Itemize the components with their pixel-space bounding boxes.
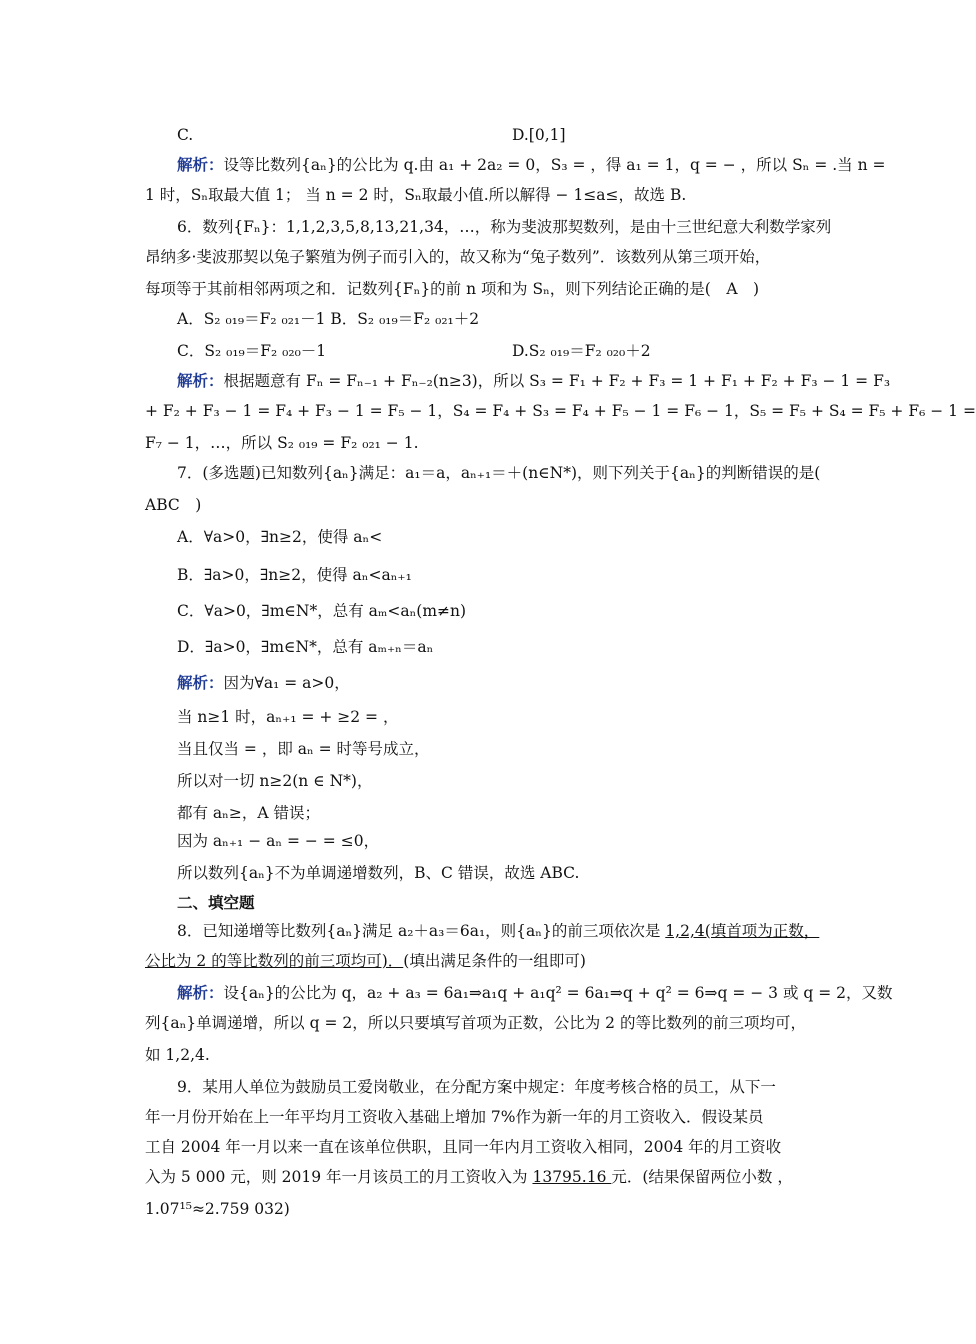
text-line-l19 (177, 706, 807, 728)
text-line-l13 (145, 494, 807, 516)
text-line-l05 (145, 246, 807, 268)
text-line-l10 (145, 400, 976, 422)
text-line-l16 (177, 600, 807, 622)
line-text: 1.07¹⁵≈2.759 032) (145, 1200, 290, 1218)
option-right: D.S₂ ₀₁₉＝F₂ ₀₂₀＋2 (512, 342, 651, 360)
analysis-label: 解析： (177, 983, 224, 1002)
analysis-label: 解析： (177, 673, 224, 692)
text-line-l14 (177, 526, 807, 548)
text-line-l06 (145, 278, 807, 300)
line-text: 工自 2004 年一月以来一直在该单位供职，且同一年内月工资收入相同，2004 年的月工资收 (145, 1138, 782, 1156)
line-text: 每项等于其前相邻两项之和．记数列{Fₙ}的前 n 项和为 Sₙ，则下列结论正确的是( A ) (145, 280, 760, 298)
line-text: 所以数列{aₙ}不为单调递增数列，B、C 错误，故选 ABC. (177, 864, 580, 882)
text-line-l08 (177, 340, 807, 362)
text-line-l27 (145, 950, 807, 972)
line-tail: 元．(结果保留两位小数 ， (611, 1168, 793, 1186)
answer-text: 1,2,4(填首项为正数， (665, 922, 820, 940)
analysis-label: 解析： (177, 155, 224, 174)
text-line-l04 (177, 216, 832, 238)
text-line-l18 (177, 672, 807, 694)
option-left: C．S₂ ₀₁₉＝F₂ ₀₂₀－1 (177, 342, 327, 360)
text-line-l29 (145, 1012, 807, 1034)
text-line-l21 (177, 770, 807, 792)
line-text: ABC ) (145, 496, 202, 514)
text-line-l26 (177, 920, 820, 942)
line-text: 设{aₙ}的公比为 q，a₂ + a₃ = 6a₁⇒a₁q + a₁q² = 6a₁⇒q + q² = 6⇒q = − 3 或 q = 2，又数 (223, 984, 893, 1002)
text-line-l03 (145, 184, 807, 206)
line-text: C．∀a>0，∃m∈N*，总有 aₘ<aₙ(m≠n) (177, 602, 467, 620)
line-text: 二、填空题 (177, 893, 255, 912)
line-text: 6．数列{Fₙ}：1,1,2,3,5,8,13,21,34，…，称为斐波那契数列，是由十三世纪意大利数学家列 (177, 218, 832, 236)
answer-text: 13795.16 (532, 1168, 612, 1186)
text-line-l02 (177, 154, 886, 176)
line-text: F₇ − 1，…，所以 S₂ ₀₁₉ = F₂ ₀₂₁ − 1. (145, 434, 419, 452)
text-line-l11 (145, 432, 807, 454)
answer-text: 公比为 2 的等比数列的前三项均可)． (145, 952, 404, 970)
line-text: 根据题意有 Fₙ = Fₙ₋₁ + Fₙ₋₂(n≥3)，所以 S₃ = F₁ + F₂ + F₃ = 1 + F₁ + F₂ + F₃ − 1 = F₃ (223, 372, 891, 390)
text-line-l12 (177, 462, 821, 484)
line-text: 所以对一切 n≥2(n ∈ N*)， (177, 772, 373, 790)
line-text: 当且仅当 = ，即 aₙ = 时等号成立， (177, 740, 430, 758)
text-line-l35 (145, 1198, 807, 1220)
line-text: A．S₂ ₀₁₉＝F₂ ₀₂₁－1 B．S₂ ₀₁₉＝F₂ ₀₂₁＋2 (177, 310, 480, 328)
analysis-label: 解析： (177, 371, 224, 390)
option-right: D.[0,1] (512, 126, 566, 144)
line-text: B．∃a>0，∃n≥2，使得 aₙ<aₙ₊₁ (177, 566, 412, 584)
line-text: 都有 aₙ≥，A 错误； (177, 804, 320, 822)
text-line-l15 (177, 564, 807, 586)
text-line-l32 (145, 1106, 807, 1128)
text-line-l33 (145, 1136, 807, 1158)
line-text: 因为 aₙ₊₁ − aₙ = − = ≤0， (177, 832, 380, 850)
line-text: + F₂ + F₃ − 1 = F₄ + F₃ − 1 = F₅ − 1，S₄ = F₄ + S₃ = F₄ + F₅ − 1 = F₆ − 1，S₅ = F₅ + S₄ = F₅ + F₆ − 1 = (145, 402, 976, 420)
line-text: 7．(多选题)已知数列{aₙ}满足：a₁＝a，aₙ₊₁＝＋(n∈N*)，则下列关于{aₙ}的判断错误的是( (177, 464, 821, 482)
text-line-l25 (177, 892, 807, 914)
text-line-l24 (177, 862, 807, 884)
line-text: D．∃a>0，∃m∈N*，总有 aₘ₊ₙ＝aₙ (177, 638, 434, 656)
line-text: A．∀a>0，∃n≥2，使得 aₙ< (177, 528, 383, 546)
line-text: 因为∀a₁ = a>0， (223, 674, 350, 692)
text-line-l30 (145, 1044, 807, 1066)
text-line-l23 (177, 830, 807, 852)
line-text: 1 时，Sₙ取最大值 1； 当 n = 2 时，Sₙ取最小值.所以解得 − 1≤a≤，故选 B. (145, 186, 687, 204)
text-line-l28 (177, 982, 893, 1004)
text-line-l01 (177, 124, 807, 146)
text-line-l22 (177, 802, 807, 824)
text-line-l07 (177, 308, 807, 330)
line-text: 如 1,2,4. (145, 1046, 210, 1064)
option-left: C. (177, 126, 194, 144)
text-line-l34 (145, 1166, 807, 1188)
line-text: 入为 5 000 元，则 2019 年一月该员工的月工资收入为 (145, 1168, 533, 1186)
text-line-l17 (177, 636, 807, 658)
line-text: 8．已知递增等比数列{aₙ}满足 a₂＋a₃＝6a₁，则{aₙ}的前三项依次是 (177, 922, 666, 940)
line-text: 9．某用人单位为鼓励员工爱岗敬业，在分配方案中规定：年度考核合格的员工，从下一 (177, 1078, 776, 1096)
line-text: (填出满足条件的一组即可) (403, 952, 586, 970)
text-line-l20 (177, 738, 807, 760)
line-text: 当 n≥1 时，aₙ₊₁ = + ≥2 = ， (177, 708, 399, 726)
line-text: 昂纳多·斐波那契以兔子繁殖为例子而引入的，故又称为“兔子数列”．该数列从第三项开始， (145, 248, 771, 266)
text-line-l09 (177, 370, 891, 392)
line-text: 列{aₙ}单调递增，所以 q = 2，所以只要填写首项为正数，公比为 2 的等比数列的前三项均可， (145, 1014, 806, 1032)
line-text: 年一月份开始在上一年平均月工资收入基础上增加 7%作为新一年的月工资收入．假设某员 (145, 1108, 764, 1126)
text-line-l31 (177, 1076, 807, 1098)
line-text: 设等比数列{aₙ}的公比为 q.由 a₁ + 2a₂ = 0，S₃ = ，得 a₁ = 1，q = − ，所以 Sₙ = .当 n = (223, 156, 886, 174)
